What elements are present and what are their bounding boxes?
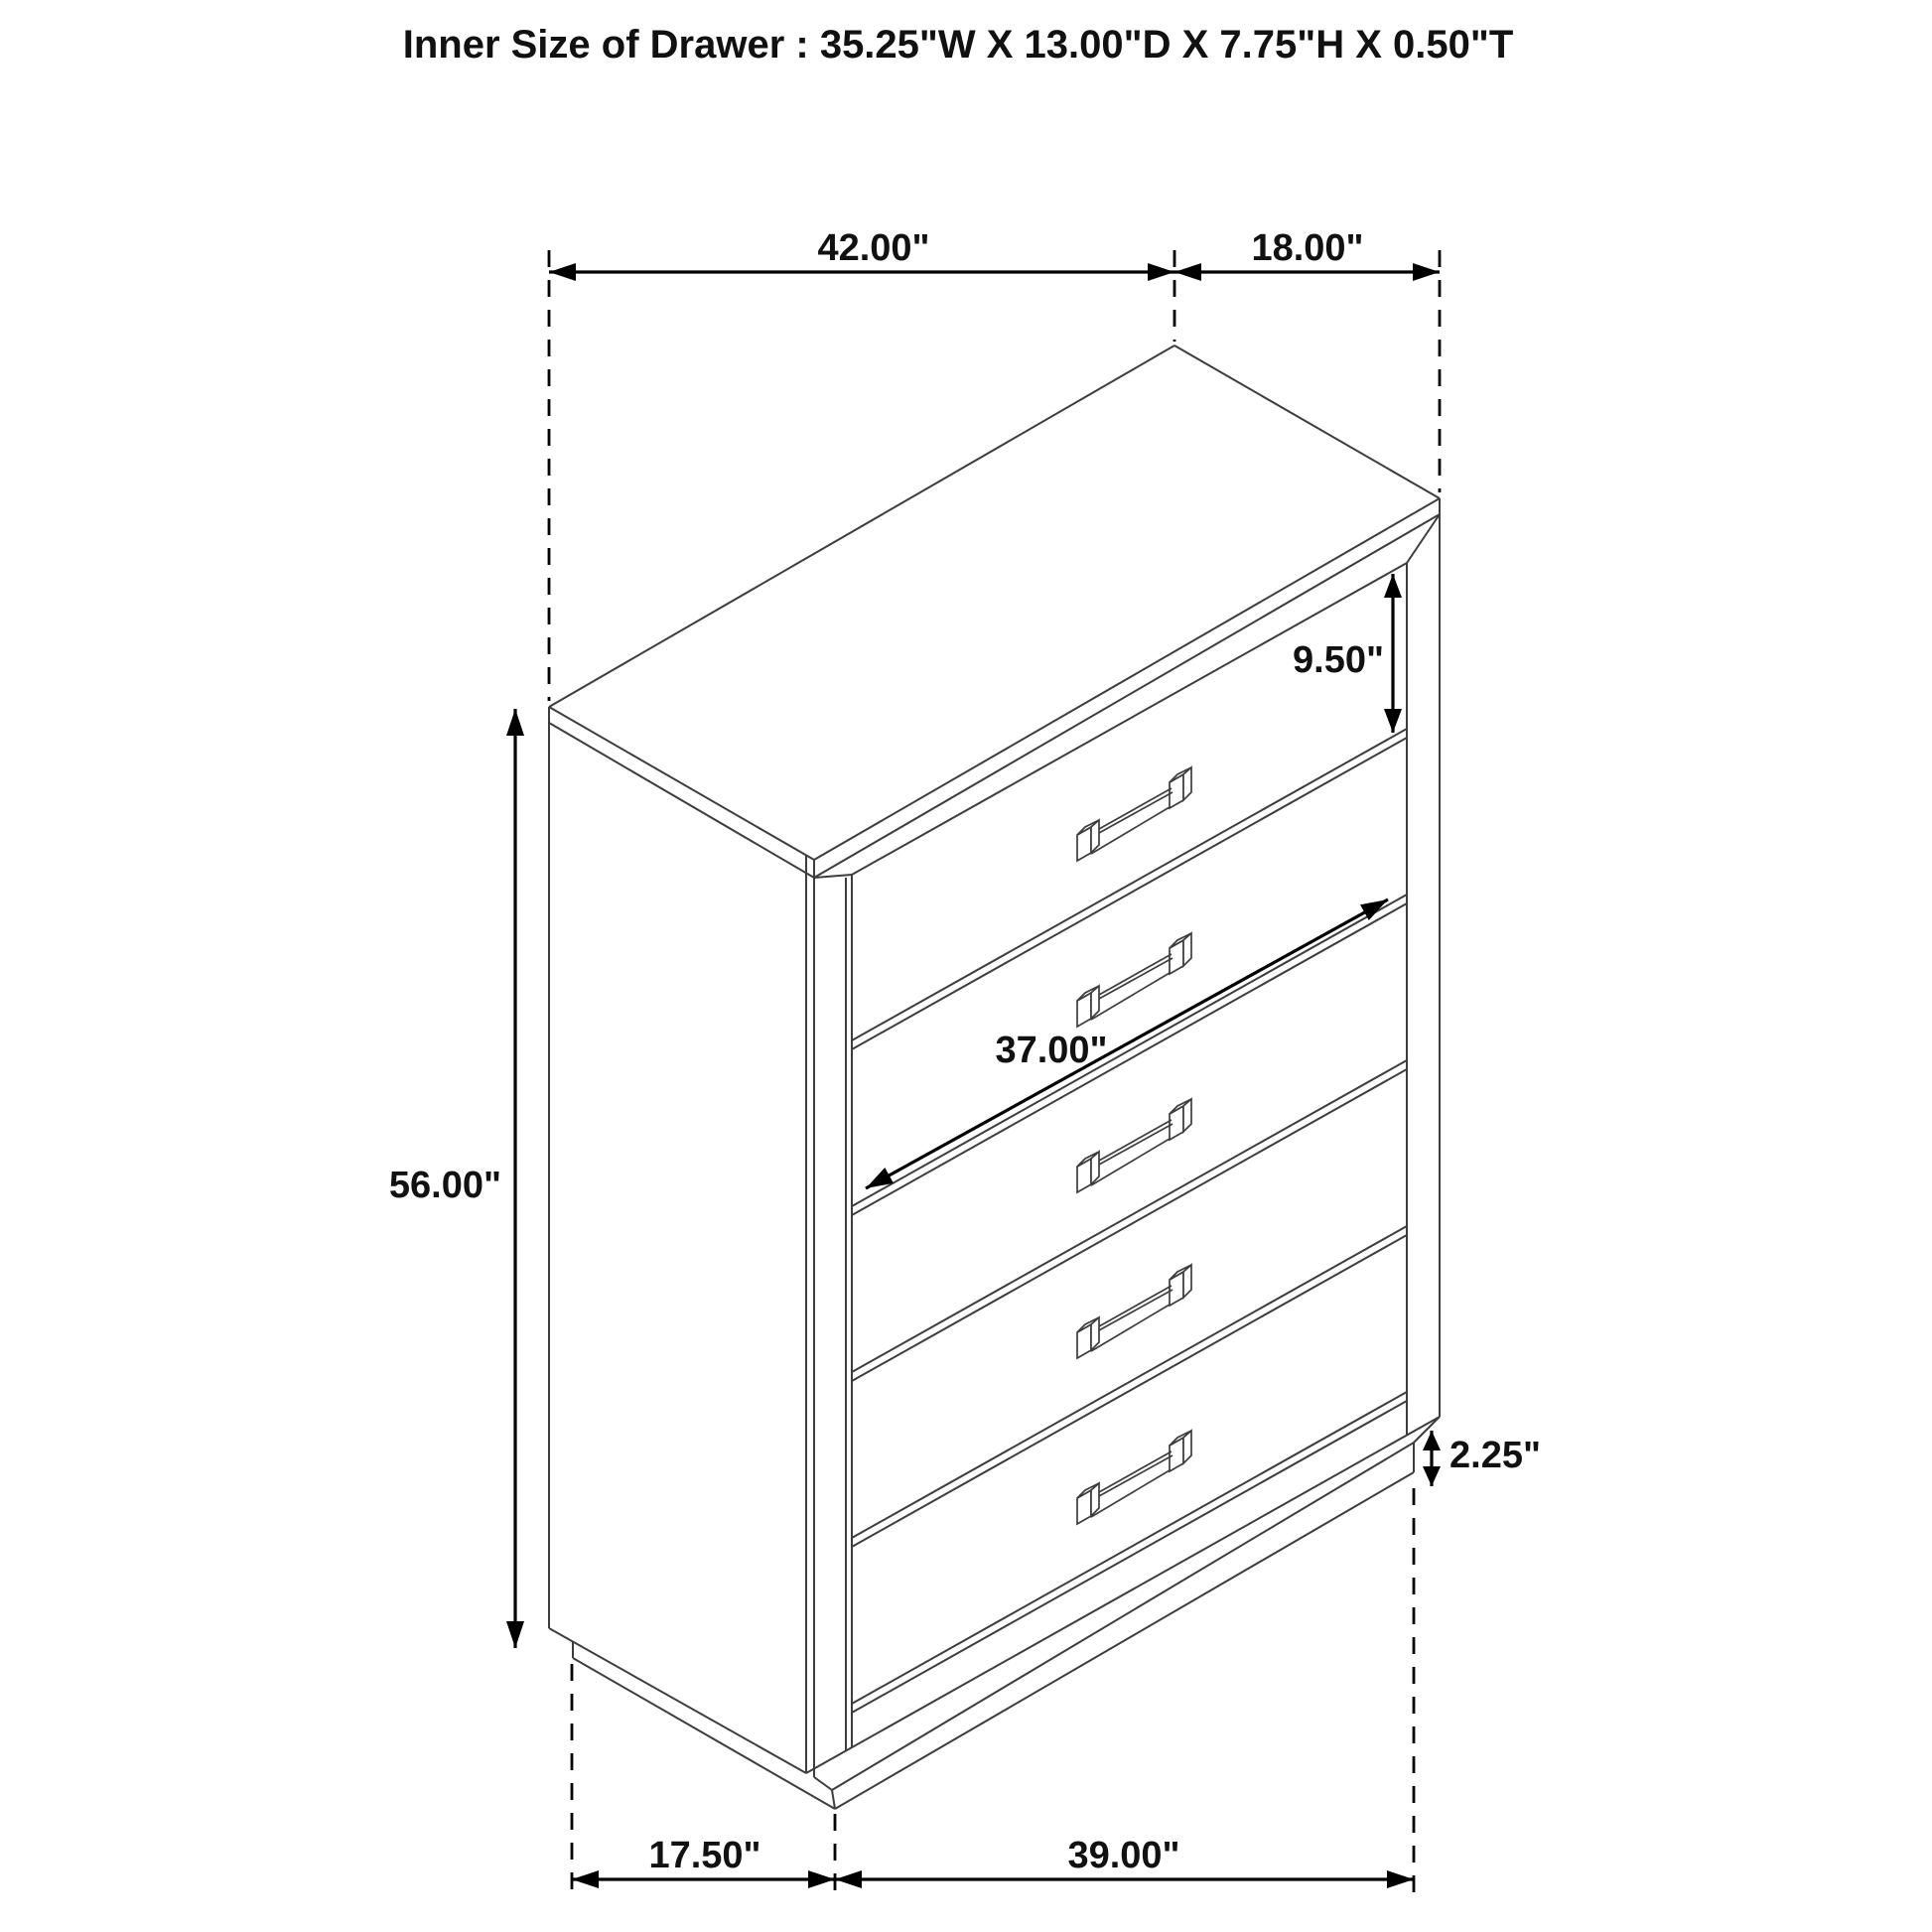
handle-bar	[1099, 1451, 1172, 1492]
dimension-arrowhead	[572, 1870, 599, 1888]
dim-label-base-height: 2.25"	[1449, 1435, 1541, 1476]
dimension-arrowhead	[1148, 263, 1174, 281]
handle-block	[1091, 986, 1099, 1019]
dim-label-top-width: 42.00"	[817, 227, 930, 269]
handle-block	[1183, 1099, 1191, 1132]
dimension-arrowhead	[1423, 1431, 1441, 1450]
dimension-annotations	[506, 250, 1441, 1898]
cabinet-drawing	[549, 345, 1440, 1809]
handle-block	[1091, 1152, 1099, 1184]
dim-label-top-depth: 18.00"	[1251, 227, 1364, 269]
diagram-title: Inner Size of Drawer : 35.25"W X 13.00"D X 7.75"H X 0.50"T	[402, 23, 1514, 67]
handle-block	[1091, 1483, 1099, 1516]
cabinet-line	[852, 1235, 1407, 1547]
handle-block	[1091, 820, 1099, 853]
cabinet-line	[573, 1658, 835, 1809]
drawer-handle	[1077, 1431, 1191, 1524]
handle-block	[1183, 933, 1191, 966]
cabinet-line	[852, 895, 1407, 1206]
cabinet-line	[814, 514, 1440, 878]
dimension-arrowhead	[506, 709, 524, 736]
handle-block	[1091, 1317, 1099, 1350]
drawer-handle	[1077, 1265, 1191, 1358]
cabinet-line	[852, 1401, 1407, 1713]
dimension-arrowhead	[549, 263, 576, 281]
cabinet-line	[852, 563, 1407, 875]
cabinet-line	[832, 1790, 835, 1809]
handle-bar	[1099, 1286, 1172, 1326]
cabinet-line	[549, 723, 814, 878]
cabinet-line	[852, 903, 1407, 1215]
drawer-handle	[1077, 1099, 1191, 1192]
dim-label-overall-height: 56.00"	[388, 1165, 501, 1206]
cabinet-line	[832, 1443, 1414, 1790]
drawer-handle	[1077, 767, 1191, 861]
dimension-arrowhead	[1384, 709, 1402, 733]
dimension-arrowhead	[506, 1621, 524, 1648]
handle-bar	[1099, 788, 1172, 829]
cabinet-line	[549, 1628, 806, 1773]
dimension-arrowhead	[1413, 263, 1440, 281]
dim-label-drawer-inner-width: 37.00"	[995, 1030, 1108, 1071]
dimension-arrowhead	[835, 1870, 862, 1888]
dimension-arrowhead	[1384, 574, 1402, 598]
cabinet-line	[835, 1472, 1414, 1809]
cabinet-line	[549, 345, 1174, 707]
dim-label-bottom-width: 39.00"	[1067, 1835, 1180, 1876]
cabinet-line	[1174, 345, 1440, 498]
cabinet-line	[852, 1392, 1407, 1704]
handle-block	[1183, 1431, 1191, 1463]
handle-bar	[1099, 1120, 1172, 1161]
cabinet-line	[852, 1060, 1407, 1372]
cabinet-line	[852, 1226, 1407, 1538]
dimension-arrowhead	[1174, 263, 1201, 281]
cabinet-line	[852, 738, 1407, 1049]
cabinet-line	[806, 1417, 1440, 1773]
handle-block	[1183, 1265, 1191, 1298]
handle-bar	[1099, 954, 1172, 995]
dimension-arrowhead	[808, 1870, 835, 1888]
drawer-handle	[1077, 933, 1191, 1027]
dim-label-bottom-depth: 17.50"	[648, 1835, 761, 1876]
dim-label-drawer-front-height: 9.50"	[1293, 639, 1384, 681]
handle-block	[1183, 767, 1191, 800]
cabinet-line	[1407, 514, 1440, 563]
dimension-arrowhead	[1387, 1870, 1414, 1888]
dimension-arrowhead	[1423, 1466, 1441, 1486]
cabinet-line	[814, 1777, 832, 1790]
cabinet-line	[549, 707, 814, 860]
cabinet-line	[852, 729, 1407, 1040]
cabinet-line	[852, 1069, 1407, 1381]
